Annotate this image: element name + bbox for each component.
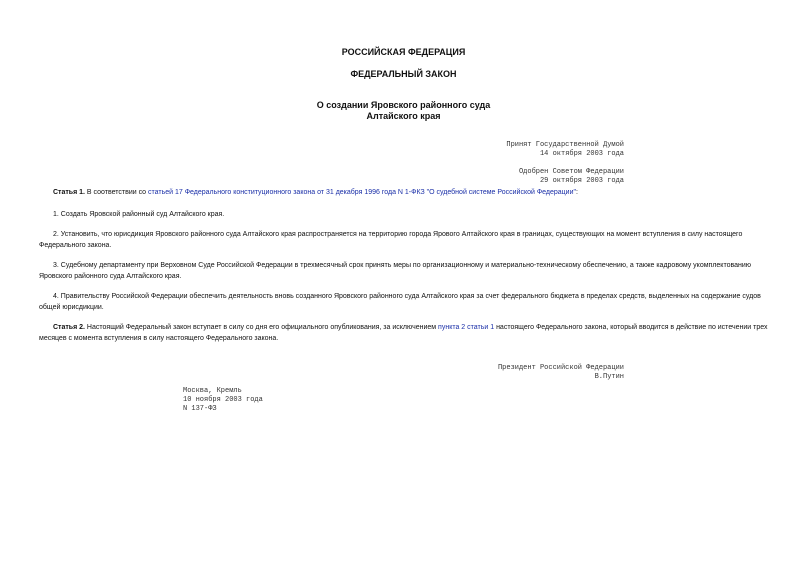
country-heading: РОССИЙСКАЯ ФЕДЕРАЦИЯ [341, 47, 466, 57]
article2-heading: Статья 2. [53, 324, 85, 331]
article1-item3: 3. Судебному департаменту при Верховном Суде Российской Федерации в трехмесячный срок принять меры по организационному и материально-техническому обеспечению, а также кадровому укомплектованию Яровского районного суда Алтайского края. [39, 262, 752, 280]
article1-item4: 4. Правительству Российской Федерации обеспечить деятельность вновь созданного Яровского районного суда Алтайского края за счет федерального бюджета в пределах средств, выделенных на содержание судов общей юрисдикции. [39, 293, 761, 311]
article1-intro-colon: : [575, 189, 578, 196]
item2-article1-link[interactable]: пункта 2 статьи 1 [438, 324, 495, 331]
article1-item1: 1. Создать Яровской районный суд Алтайского края. [53, 211, 225, 218]
article1-heading: Статья 1. [53, 189, 85, 196]
president-position: Президент Российской Федерации [497, 364, 624, 372]
duma-adopted-line: Принят Государственной Думой [506, 141, 624, 149]
article2-paragraph [39, 323, 769, 344]
council-approved-line: Одобрен Советом Федерации [518, 168, 624, 176]
signing-date: 10 ноября 2003 года [183, 396, 263, 404]
article1-intro [39, 188, 769, 199]
footer-block [183, 387, 263, 414]
doc-type-heading: ФЕДЕРАЛЬНЫЙ ЗАКОН [350, 69, 457, 79]
council-date-line: 29 октября 2003 года [539, 177, 624, 185]
article2-text-after: настоящего Федерального закона, который вводится в действие по истечении трех месяцев с момента вступления в силу настоящего Федерального закона. [39, 324, 768, 342]
president-name: В.Путин [594, 373, 624, 381]
signing-place: Москва, Кремль [183, 387, 242, 395]
signature-block [498, 364, 624, 382]
law-title-line2: Алтайского края [366, 111, 441, 121]
law-number: N 137-ФЗ [183, 405, 217, 413]
article17-link[interactable]: статьей 17 Федерального конституционного закона от 31 декабря 1996 года N 1-ФКЗ "О судебной системе Российской Федерации" [148, 189, 576, 196]
law-title-line1: О создании Яровского районного суда [316, 100, 491, 110]
article2-text-before: Настоящий Федеральный закон вступает в силу со дня его официального опубликования, за исключением [84, 324, 439, 331]
article1-item2: 2. Установить, что юрисдикция Яровского районного суда Алтайского края распространяется на территорию города Ярового Алтайского края в границах, существующих на момент вступления в силу настоящего Федерального закона. [39, 231, 743, 249]
adoption-block [506, 141, 624, 186]
article1-intro-text: В соответствии со [84, 189, 148, 196]
duma-date-line: 14 октября 2003 года [539, 150, 624, 158]
